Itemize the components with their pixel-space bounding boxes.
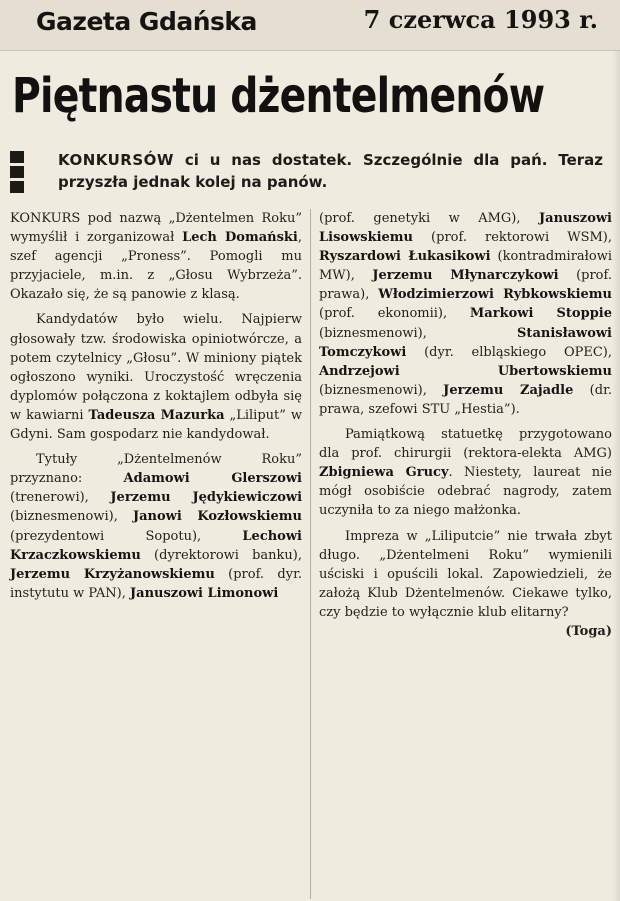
text-run: . Niestety, laureat nie mógł osobiście odebrać nagrody, zatem uczyniła to za niego małżonka. bbox=[319, 465, 612, 519]
person-name: Andrzejowi Ubertowskiemu bbox=[319, 363, 612, 379]
paragraph-4 bbox=[319, 425, 612, 520]
person-name: Adamowi Glerszowi bbox=[123, 471, 302, 487]
lead-keyword: KONKURSÓW bbox=[58, 151, 174, 169]
person-name: Lechowi Krzaczkowskiemu bbox=[10, 528, 302, 563]
lead-bullet-icon bbox=[10, 151, 26, 195]
text-run: (dyr. elbląskiego OPEC), bbox=[406, 344, 612, 360]
text-run: Tytuły „Dżentelmenów Roku” przyznano: bbox=[10, 452, 302, 487]
text-run: (biznesmenowi), bbox=[319, 382, 444, 398]
text-run: (dr. prawa, szefowi STU „Hestia”). bbox=[319, 382, 612, 417]
text-run: (prezydentowi Sopotu), bbox=[10, 528, 243, 544]
text-run: (prof. ekonomii), bbox=[319, 306, 470, 322]
text-run: (prof. genetyki w AMG), bbox=[319, 211, 540, 226]
text-run: Kandydatów było wielu. Najpierw głosowały tzw. środowiska opiniotwórcze, a potem czytelnicy „Głosu”. W miniony piątek ogłoszono wyniki. Uroczystość wręczenia dyplomów połączona z koktajlem odbyła się w kawiarni bbox=[10, 312, 302, 423]
paragraph-2 bbox=[10, 310, 302, 444]
article-lead bbox=[10, 149, 610, 197]
issue-date: 7 czerwca 1993 r. bbox=[363, 5, 598, 34]
text-run: , szef agencji „Proness”. Pomogli mu przyjaciele, m.in. z „Głosu Wybrzeża”. Okazało się, że są panowie z klasą. bbox=[10, 230, 302, 303]
text-run: (prof. prawa), bbox=[319, 268, 612, 303]
text-run: Pamiątkową statuetkę przygotowano dla prof. chirurgii (rektora-elekta AMG) bbox=[319, 427, 612, 462]
lead-rest: ci u nas dostatek. Szczególnie dla pań. Teraz przyszła jednak kolej na panów. bbox=[58, 151, 603, 191]
masthead bbox=[0, 0, 620, 50]
person-name: Janowi Kozłowskiemu bbox=[132, 509, 303, 525]
person-name: Ryszardowi Łukasikowi bbox=[319, 249, 491, 265]
person-name: Zbigniewa Grucy bbox=[319, 465, 449, 481]
person-name: Jerzemu Krzyżanowskiemu bbox=[10, 566, 215, 582]
lead-text bbox=[58, 149, 603, 193]
person-name: Lech Domański bbox=[182, 230, 298, 246]
text-run: (prof. dyr. instytutu w PAN), bbox=[10, 566, 302, 601]
person-name: Januszowi Limonowi bbox=[130, 585, 279, 601]
paragraph-3-start bbox=[10, 450, 302, 603]
text-run: Impreza w „Liliputcie” nie trwała zbyt długo. „Dżentelmeni Roku” wymienili uściski i opuścili lokal. Zapowiedzieli, że założą Klub Dżentelmenów. Ciekawe tylko, czy będzie to wyłącznie klub elitarny? bbox=[319, 528, 612, 620]
text-run: (prof. rektorowi WSM), bbox=[413, 230, 612, 246]
person-name: Jerzemu Zajadle bbox=[443, 382, 574, 398]
text-run: (biznesmenowi), bbox=[10, 509, 133, 525]
text-run: (trenerowi), bbox=[10, 490, 111, 506]
person-name: Jerzemu Jędykiewiczowi bbox=[110, 490, 303, 506]
text-run: „Liliput” w Gdyni. Sam gospodarz nie kandydował. bbox=[10, 407, 302, 443]
column-left bbox=[10, 209, 302, 609]
person-name: Markowi Stoppie bbox=[469, 306, 612, 322]
text-run: KONKURS pod nazwą „Dżentelmen Roku” wymyślił i zorganizował bbox=[10, 211, 302, 246]
text-run: (dyrektorowi banku), bbox=[140, 547, 302, 563]
text-run: (kontradmirałowi MW), bbox=[319, 249, 612, 284]
column-divider bbox=[310, 209, 311, 899]
person-name: Tadeusza Mazurka bbox=[88, 407, 225, 423]
person-name: Jerzemu Młynarczykowi bbox=[372, 268, 559, 284]
paragraph-3-continued bbox=[319, 209, 612, 419]
article-clipping bbox=[0, 50, 620, 901]
paper-edge-shadow bbox=[612, 51, 620, 901]
author-signature: (Toga) bbox=[565, 623, 612, 639]
article-headline: Piętnastu dżentelmenów bbox=[12, 68, 545, 124]
person-name: Stanisławowi Tomczykowi bbox=[319, 325, 612, 360]
person-name: Włodzimierzowi Rybkowskiemu bbox=[378, 287, 612, 303]
text-run: (biznesmenowi), bbox=[319, 325, 518, 341]
paragraph-5 bbox=[319, 527, 612, 639]
person-name: Januszowi Lisowskiemu bbox=[319, 211, 612, 246]
column-right bbox=[319, 209, 612, 641]
newspaper-name: Gazeta Gdańska bbox=[36, 7, 257, 36]
paragraph-1 bbox=[10, 209, 302, 304]
